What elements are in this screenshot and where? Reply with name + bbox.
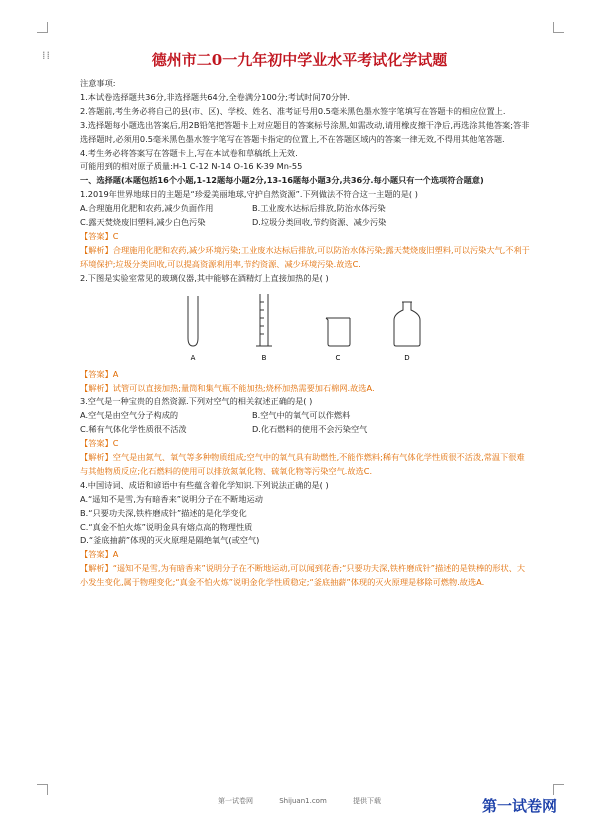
q1-option-b: B.工业废水达标后排放,防治水体污染 <box>252 203 386 214</box>
test-tube-icon <box>188 296 198 346</box>
q4-option-b: B.“只要功夫深,铁杵磨成针”描述的是化学变化 <box>80 507 247 518</box>
drag-handle-icon[interactable]: ⁞⁞ <box>42 49 51 62</box>
label-d: D <box>404 353 410 362</box>
notice-line-1: 1.本试卷选择题共36分,非选择题共64分,全卷满分100分;考试时间70分钟. <box>80 91 350 102</box>
q1-option-c: C.露天焚烧废旧塑料,减少白色污染 <box>80 217 206 228</box>
crop-mark-bottom-right <box>553 784 564 795</box>
q4-analysis: 【解析】“遥知不是雪,为有暗香来”说明分子在不断地运动,可以闻到花香;“只要功夫深,铁杵磨成针”描述的是铁棒的形状、大小发生变化,属于物理变化;“真金不怕火炼”说明金化学性质稳定;“釜底抽薪”体现的灭火原理是移除可燃物.故选A. <box>80 563 526 588</box>
q3-options-row-1 <box>80 409 532 423</box>
crop-mark-top-left <box>37 22 48 33</box>
notice-heading: 注意事项: <box>80 78 116 88</box>
footer-site-name: 第一试卷网 <box>217 797 253 805</box>
label-a: A <box>190 353 196 362</box>
q1-option-a: A.合理施用化肥和农药,减少负面作用 <box>80 203 214 214</box>
notice-line-3: 3.选择题每小题选出答案后,用2B铅笔把答题卡上对应题目的答案标号涂黑,如需改动,请用橡皮擦干净后,再选涂其他答案;答非选择题时,必须用0.5毫米黑色墨水签字笔写在答题卡指定的位置上,不在答题区域内的答案一律无效,不得用其他笔答题. <box>80 119 530 144</box>
atomic-mass-line: 可能用到的相对原子质量:H-1 C-12 N-14 O-16 K-39 Mn-55 <box>80 161 303 172</box>
q1-stem: 1.2019年世界地球日的主题是“珍爱美丽地球,守护自然资源”.下列做法不符合这一主题的是( ) <box>80 189 418 200</box>
notice-line-4: 4.考生务必将答案写在答题卡上,写在本试卷和草稿纸上无效. <box>80 147 298 158</box>
q1-answer: 【答案】C <box>80 230 119 241</box>
notice-line-2: 2.答题前,考生务必将自己的县(市、区)、学校、姓名、准考证号用0.5毫米黑色墨水签字笔填写在答题卡的相应位置上. <box>80 105 506 116</box>
q3-answer: 【答案】C <box>80 438 119 449</box>
glassware-diagram <box>176 290 436 366</box>
beaker-icon <box>326 318 350 346</box>
q3-stem: 3.空气是一种宝贵的自然资源.下列对空气的相关叙述正确的是( ) <box>80 396 313 407</box>
q1-analysis: 【解析】合理施用化肥和农药,减少环境污染;工业废水达标后排放,可以防治水体污染;露天焚烧废旧塑料,可以污染大气,不利于环境保护;垃圾分类回收,可以提高资源利用率,节约资源、减少环境污染.故选C. <box>80 244 530 269</box>
q4-answer: 【答案】A <box>80 549 119 560</box>
q2-analysis: 【解析】试管可以直接加热;量筒和集气瓶不能加热;烧杯加热需要加石棉网.故选A. <box>80 382 375 393</box>
q3-options-row-2 <box>80 423 532 437</box>
q1-option-d: D.垃圾分类回收,节约资源、减少污染 <box>252 217 387 228</box>
q3-analysis: 【解析】空气是由氮气、氧气等多种物质组成;空气中的氧气具有助燃性,不能作燃料;稀有气体化学性质很不活泼,常温下很难与其他物质反应;化石燃料的使用可以排放氮氧化物、硫氧化物等污染空气.故选C. <box>80 452 525 476</box>
q3-option-a: A.空气是由空气分子构成的 <box>80 410 179 421</box>
q3-option-d: D.化石燃料的使用不会污染空气 <box>252 424 368 435</box>
q2-stem: 2.下图是实验室常见的玻璃仪器,其中能够在酒精灯上直接加热的是( ) <box>80 272 329 283</box>
page-title: 德州市二0一九年初中学业水平考试化学试题 <box>151 51 448 69</box>
section-heading: 一、选择题(本题包括16个小题,1-12题每小题2分,13-16题每小题3分,共36分.每小题只有一个选项符合题意) <box>80 175 484 186</box>
footer-site-url[interactable]: Shijuan1.com <box>279 797 327 805</box>
q3-option-b: B.空气中的氧气可以作燃料 <box>252 410 351 421</box>
label-c: C <box>335 353 341 362</box>
label-b: B <box>261 353 267 362</box>
crop-mark-top-right <box>553 22 564 33</box>
glassware-figure <box>80 290 532 366</box>
document-body <box>80 77 532 590</box>
q1-options-row-2 <box>80 216 532 230</box>
q4-option-d: D.“釜底抽薪”体现的灭火原理是隔绝氧气(或空气) <box>80 535 260 546</box>
footer-download-text: 提供下载 <box>353 797 382 805</box>
gas-jar-icon <box>394 302 420 346</box>
q2-answer: 【答案】A <box>80 368 119 379</box>
q4-option-c: C.“真金不怕火炼”说明金具有熔点高的物理性质 <box>80 521 253 532</box>
q1-options-row-1 <box>80 202 532 216</box>
brand-logo: 第一试卷网 <box>482 797 558 815</box>
q4-stem: 4.中国诗词、成语和谚语中有些蕴含着化学知识.下列说法正确的是( ) <box>80 479 329 490</box>
q4-option-a: A.“遥知不是雪,为有暗香来”说明分子在不断地运动 <box>80 493 263 504</box>
q3-option-c: C.稀有气体化学性质很不活泼 <box>80 424 187 435</box>
graduated-cylinder-icon <box>256 294 272 346</box>
crop-mark-bottom-left <box>37 784 48 795</box>
